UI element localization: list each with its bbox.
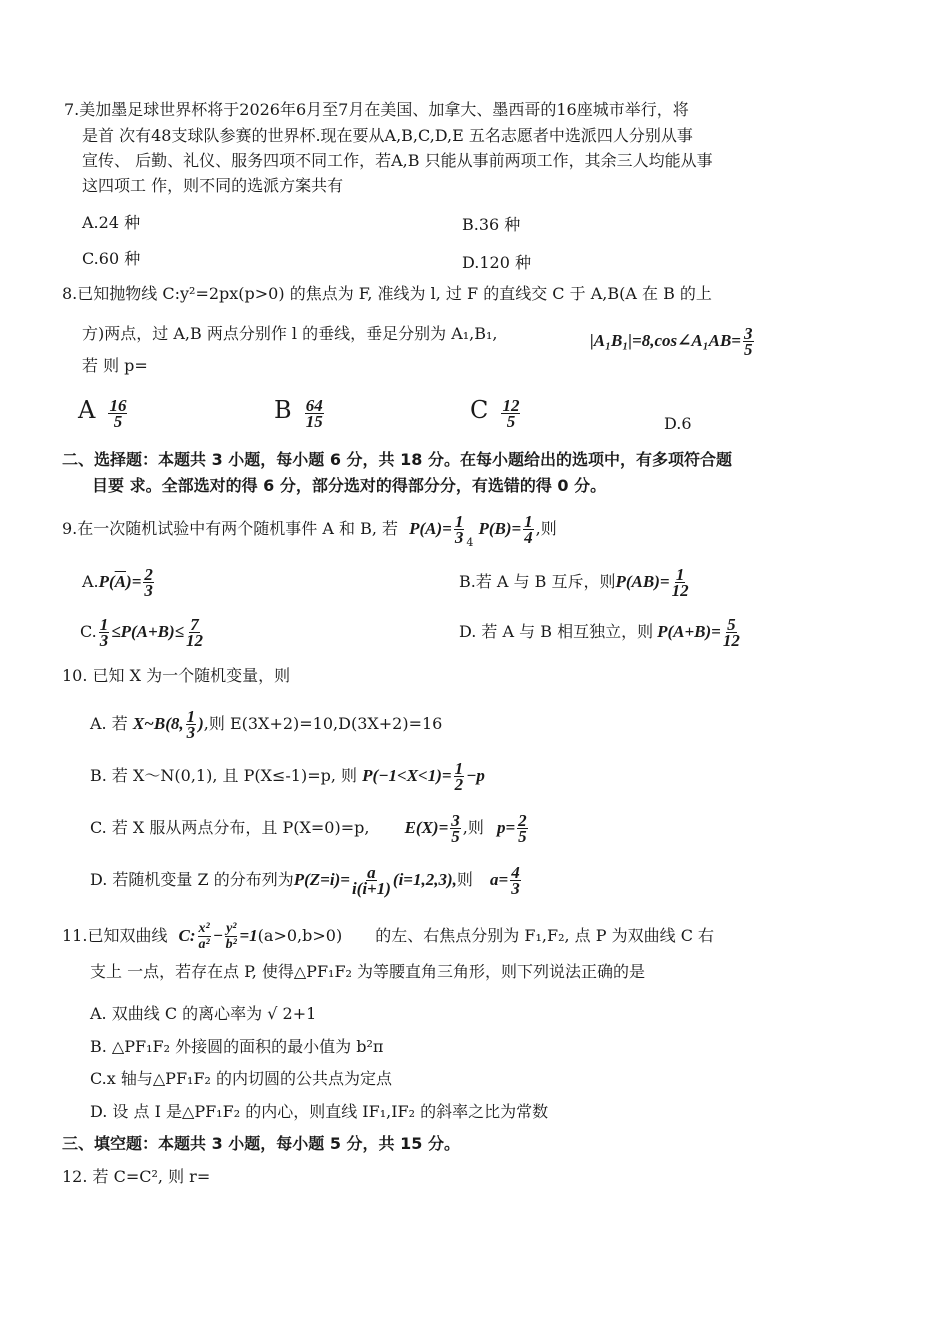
- q8-option-c: [470, 390, 522, 433]
- q9-then: ,则: [535, 519, 557, 538]
- q9-option-a-num: 2: [144, 565, 153, 584]
- q10-option-d: [90, 860, 523, 900]
- q9-option-c-mid: ≤P(A+B)≤: [111, 622, 184, 641]
- q7-line-2: 是首 次有48支球队参赛的世界杯.现在要从A,B,C,D,E 五名志愿者中选派四人分别从事: [82, 126, 693, 145]
- q11-x-den: a²: [198, 937, 210, 952]
- q9-option-d-text: D. 若 A 与 B 相互独立，则: [459, 622, 654, 641]
- q9-option-b-den: 12: [671, 581, 689, 600]
- section-2-line-1: 二、选择题：本题共 3 小题，每小题 6 分，共 18 分。在每小题给出的选项中，有多项符合题: [62, 450, 732, 469]
- q9-pa-den: 3: [454, 528, 464, 547]
- q10-option-a: [90, 704, 442, 744]
- q7-option-c: C.60 种: [82, 249, 141, 268]
- q11-option-c: C.x 轴与△PF₁F₂ 的内切圆的公共点为定点: [90, 1069, 393, 1088]
- q9-option-c-den-1: 3: [99, 631, 109, 650]
- q10-option-a-rest: ,则 E(3X+2)=10,D(3X+2)=16: [203, 714, 443, 733]
- q8-option-b-letter: B: [274, 396, 292, 424]
- q10-option-c-num-2: 2: [518, 811, 527, 830]
- q8-option-a-fraction: [108, 398, 127, 429]
- q10-option-b-expr-1: P(−1<X<1)=: [362, 766, 452, 785]
- q10-option-d-expr-3: a=: [490, 870, 509, 889]
- q9-pb-fraction: [523, 514, 534, 545]
- q11-option-b: B. △PF₁F₂ 外接圆的面积的最小值为 b²π: [90, 1037, 384, 1056]
- q10-stem: 10. 已知 X 为一个随机变量，则: [62, 666, 291, 685]
- q8-option-d: D.6: [664, 414, 692, 433]
- q9-option-a-bar: $\overline{A}$: [114, 572, 127, 591]
- q8-formula: [590, 322, 756, 360]
- q9-stem: [62, 509, 557, 563]
- q9-pb-num: 1: [524, 512, 533, 531]
- q10-option-d-fraction: [352, 865, 391, 896]
- q8-line-3: 若 则 p=: [82, 356, 148, 375]
- q10-option-d-text: D. 若随机变量 Z 的分布列为: [90, 870, 294, 889]
- q11-minus: −: [212, 926, 224, 945]
- q10-option-a-label: A. 若: [90, 714, 128, 733]
- q10-option-c-then: ,则: [462, 818, 484, 837]
- q8-option-a: [78, 390, 129, 433]
- q9-option-b-text: B.若 A 与 B 互斥，则: [459, 572, 616, 591]
- q10-option-b-expr-2: −p: [466, 766, 485, 785]
- q10-option-b-den: 2: [454, 775, 464, 794]
- q8-formula-fraction: [743, 326, 754, 357]
- q9-option-b-fraction: [672, 567, 689, 598]
- q9-option-c-num-1: 1: [99, 615, 109, 634]
- q12-text: 12. 若 C=C², 则 r=: [62, 1167, 211, 1186]
- q9-option-c-num-2: 7: [190, 615, 199, 634]
- q9-option-a-end: )=: [126, 572, 142, 591]
- q10-option-d-then: 则: [456, 870, 473, 889]
- q10-option-a-fraction: [186, 709, 197, 740]
- q10-option-a-close: ): [198, 714, 204, 733]
- q7-option-a: A.24 种: [82, 213, 141, 232]
- q8-formula-left: |A₁B₁|=8,cos∠A₁AB=: [590, 331, 741, 350]
- q9-pa: P(A)=: [409, 519, 452, 538]
- section-3-line-1: 三、填空题：本题共 3 小题，每小题 5 分，共 15 分。: [62, 1134, 460, 1153]
- q11-line-2: 支上 一点，若存在点 P, 使得△PF₁F₂ 为等腰直角三角形，则下列说法正确的是: [90, 962, 646, 981]
- q8-option-a-num: 16: [109, 396, 127, 415]
- q10-option-c-fraction-2: [517, 813, 528, 844]
- q9-option-d: [459, 612, 742, 652]
- q9-option-d-num: 5: [727, 615, 736, 634]
- q9-stem-text: 9.在一次随机试验中有两个随机事件 A 和 B, 若: [62, 519, 399, 538]
- q8-option-a-den: 5: [113, 412, 123, 431]
- q8-option-b-num: 64: [305, 396, 323, 415]
- q10-option-c: [90, 808, 530, 848]
- q10-option-d-num: a: [367, 863, 376, 882]
- q10-option-d-den-3: 3: [511, 879, 520, 898]
- q11-stem-rest: 的左、右焦点分别为 F₁,F₂, 点 P 为双曲线 C 右: [375, 926, 715, 945]
- q10-option-b-text: B. 若 X～N(0,1), 且 P(X≤-1)=p, 则: [90, 766, 358, 785]
- q8-line-1: 8.已知抛物线 C:y²=2px(p>0) 的焦点为 F, 准线为 l, 过 F 的直线交 C 于 A,B(A 在 B 的上: [62, 284, 712, 303]
- q10-option-d-num-3: 4: [511, 863, 520, 882]
- q7-option-b: B.36 种: [462, 215, 521, 234]
- q8-option-c-letter: C: [470, 396, 489, 424]
- q9-option-c-fraction-2: [186, 617, 203, 648]
- q7-option-d: D.120 种: [462, 253, 531, 272]
- q9-option-b-expr: P(AB)=: [615, 572, 670, 591]
- q9-option-a-p: P(: [98, 572, 115, 591]
- q11-x-num: x²: [198, 921, 210, 936]
- q10-option-c-den: 5: [451, 827, 460, 846]
- q9-pa-fraction: [454, 514, 465, 545]
- q7-line-4: 这四项工 作，则不同的选派方案共有: [82, 176, 344, 195]
- q10-option-c-num: 3: [451, 811, 460, 830]
- q9-option-a: [82, 562, 156, 602]
- q9-option-d-expr: P(A+B)=: [657, 622, 721, 641]
- q9-option-c-fraction-1: [99, 617, 110, 648]
- q8-line-2: 方)两点，过 A,B 两点分别作 l 的垂线，垂足分别为 A₁,B₁,: [82, 324, 498, 343]
- q8-formula-num: 3: [744, 324, 753, 343]
- q9-sub4: 4: [466, 536, 474, 549]
- q8-option-b-den: 15: [305, 412, 323, 431]
- q10-option-b: [90, 756, 485, 796]
- q9-option-d-fraction: [723, 617, 740, 648]
- q10-option-d-fraction-3: [510, 865, 521, 896]
- q10-option-c-den-2: 5: [518, 827, 527, 846]
- q10-option-d-den: i(i+1): [351, 879, 391, 898]
- q10-option-a-num: 1: [186, 707, 196, 726]
- q7-line-3: 宣传、 后勤、礼仪、服务四项不同工作，若A,B 只能从事前两项工作，其余三人均能从事: [82, 151, 713, 170]
- q9-option-c-den-2: 12: [186, 631, 203, 650]
- q11-y-fraction: [225, 921, 237, 952]
- q10-option-d-expr-2: (i=1,2,3),: [392, 870, 457, 889]
- q10-option-b-fraction: [454, 761, 465, 792]
- q8-formula-den: 5: [744, 340, 753, 359]
- q10-option-c-expr-2: p=: [496, 818, 516, 837]
- q11-stem-text: 11.已知双曲线: [62, 926, 168, 945]
- q8-option-c-num: 12: [502, 396, 520, 415]
- q11-option-d: D. 设 点 I 是△PF₁F₂ 的内心，则直线 IF₁,IF₂ 的斜率之比为常数: [90, 1102, 549, 1121]
- q11-y-num: y²: [226, 921, 237, 936]
- q10-option-a-expr: X~B(8,: [132, 714, 184, 733]
- q11-cond: (a>0,b>0): [257, 926, 343, 945]
- q10-option-b-num: 1: [454, 759, 464, 778]
- q11-c-label: C:: [178, 926, 196, 945]
- q11-stem: [62, 914, 714, 958]
- q8-option-b: [274, 390, 326, 433]
- section-2-line-2: 目要 求。全部选对的得 6 分，部分选对的得部分分，有选错的得 0 分。: [92, 476, 607, 495]
- q11-x-fraction: [198, 921, 211, 952]
- q9-option-c: [80, 612, 205, 652]
- q11-y-den: b²: [225, 937, 237, 952]
- q9-option-a-label: A.: [82, 572, 99, 591]
- q9-option-d-den: 12: [722, 631, 740, 650]
- q9-option-b: [459, 562, 691, 602]
- q8-option-b-fraction: [305, 398, 324, 429]
- q11-option-a: A. 双曲线 C 的离心率为 √ 2+1: [90, 1004, 317, 1023]
- q11-eq: =1: [239, 926, 258, 945]
- q10-option-a-den: 3: [186, 723, 196, 742]
- q10-option-c-fraction: [450, 813, 461, 844]
- q9-option-b-num: 1: [675, 565, 685, 584]
- q7-line-1: 7.美加墨足球世界杯将于2026年6月至7月在美国、加拿大、墨西哥的16座城市举行，将: [64, 100, 689, 119]
- q10-option-c-text: C. 若 X 服从两点分布，且 P(X=0)=p,: [90, 818, 370, 837]
- q8-option-c-fraction: [501, 398, 520, 429]
- q9-pa-num: 1: [454, 512, 464, 531]
- q10-option-c-expr: E(X)=: [404, 818, 449, 837]
- q9-option-a-fraction: [143, 567, 154, 598]
- q9-option-a-den: 3: [144, 581, 153, 600]
- q9-pb: P(B)=: [478, 519, 522, 538]
- q10-option-d-expr: P(Z=i)=: [293, 870, 350, 889]
- q8-option-c-den: 5: [506, 412, 516, 431]
- q9-pb-den: 4: [524, 528, 533, 547]
- q9-option-c-label: C.: [80, 622, 97, 641]
- q8-option-a-letter: A: [78, 396, 96, 424]
